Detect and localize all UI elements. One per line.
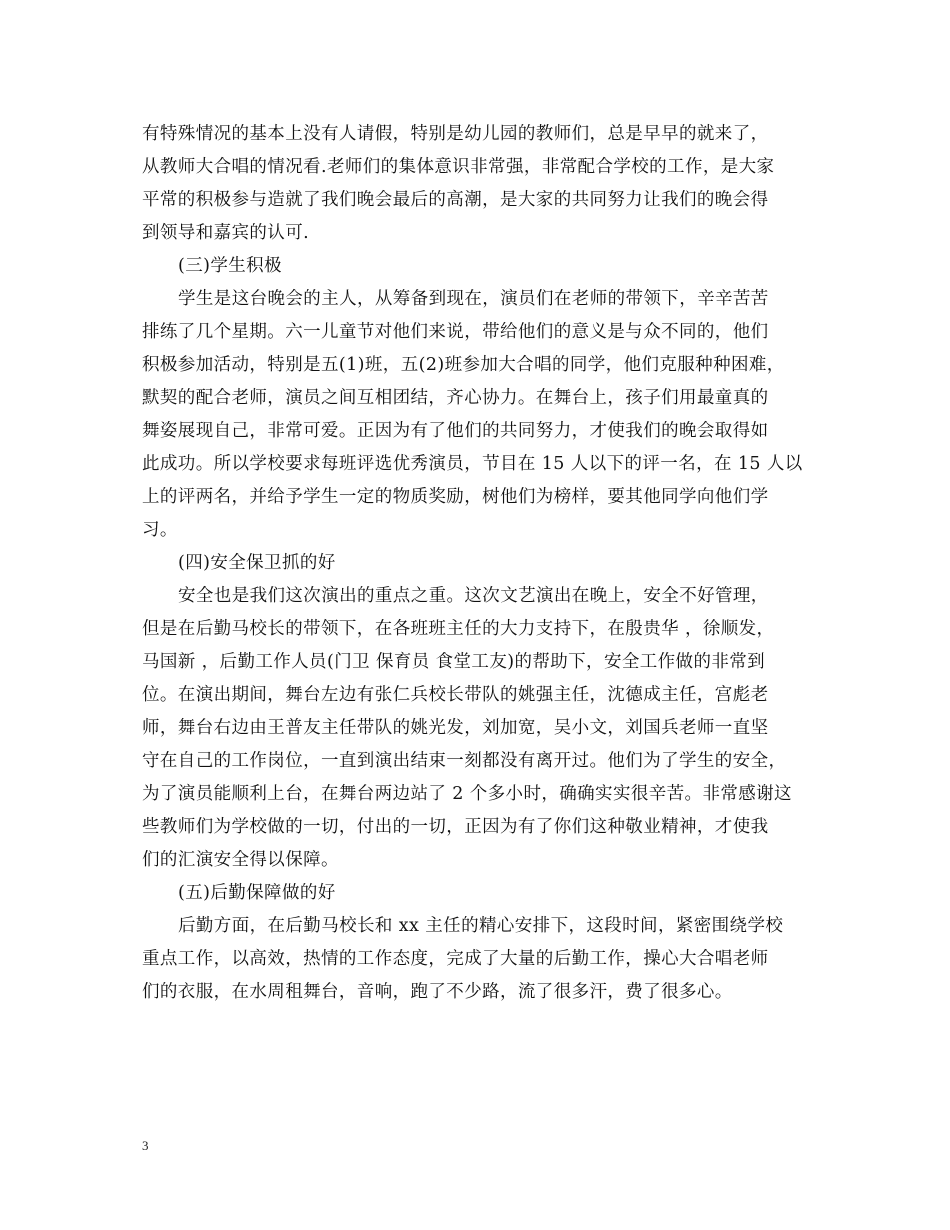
paragraph-line: 到领导和嘉宾的认可. <box>142 223 310 243</box>
paragraph-line: 为了演员能顺利上台，在舞台两边站了 2 个多小时，确确实实很辛苦。非常感谢这 <box>142 784 792 804</box>
paragraph-line: 默契的配合老师，演员之间互相团结，齐心协力。在舞台上，孩子们用最童真的 <box>142 388 769 408</box>
paragraph-line: 重点工作，以高效，热情的工作态度，完成了大量的后勤工作，操心大合唱老师 <box>142 949 769 969</box>
paragraph-line: 平常的积极参与造就了我们晚会最后的高潮，是大家的共同努力让我们的晚会得 <box>142 190 769 210</box>
paragraph-line: 们的汇演安全得以保障。 <box>142 850 339 870</box>
paragraph-line: 积极参加活动，特别是五(1)班，五(2)班参加大合唱的同学，他们克服种种困难， <box>142 355 785 375</box>
paragraph-line: 位。在演出期间，舞台左边有张仁兵校长带队的姚强主任，沈德成主任，宫彪老 <box>142 685 769 705</box>
paragraph-line: 些教师们为学校做的一切，付出的一切，正因为有了你们这种敬业精神，才使我 <box>142 817 769 837</box>
paragraph-line: 舞姿展现自己，非常可爱。正因为有了他们的共同努力，才使我们的晚会取得如 <box>142 421 769 441</box>
paragraph-line: 守在自己的工作岗位，一直到演出结束一刻都没有离开过。他们为了学生的安全， <box>142 751 787 771</box>
paragraph-line-indented: (四)安全保卫抓的好 <box>178 553 336 573</box>
page-number: 3 <box>142 1138 149 1153</box>
document-body <box>142 118 822 1009</box>
paragraph-line: 马国新 ，后勤工作人员(门卫 保育员 食堂工友)的帮助下，安全工作做的非常到 <box>142 652 766 672</box>
paragraph-line: 上的评两名，并给予学生一定的物质奖励，树他们为榜样，要其他同学向他们学 <box>142 487 769 507</box>
paragraph-line: 师，舞台右边由王普友主任带队的姚光发，刘加宽，吴小文，刘国兵老师一直坚 <box>142 718 769 738</box>
paragraph-line-indented: 学生是这台晚会的主人，从筹备到现在，演员们在老师的带领下，辛辛苦苦 <box>178 289 769 309</box>
paragraph-line: 们的衣服，在水周租舞台，音响，跑了不少路，流了很多汗，费了很多心。 <box>142 982 733 1002</box>
paragraph-line: 从教师大合唱的情况看.老师们的集体意识非常强，非常配合学校的工作，是大家 <box>142 157 775 177</box>
paragraph-line-indented: (三)学生积极 <box>178 256 282 276</box>
paragraph-line-indented: (五)后勤保障做的好 <box>178 883 336 903</box>
paragraph-line: 此成功。所以学校要求每班评选优秀演员，节目在 15 人以下的评一名，在 15 人以 <box>142 454 803 474</box>
paragraph-line: 但是在后勤马校长的带领下，在各班班主任的大力支持下，在殷贵华 ，徐顺发， <box>142 619 775 639</box>
paragraph-line-indented: 安全也是我们这次演出的重点之重。这次文艺演出在晚上，安全不好管理， <box>178 586 769 606</box>
paragraph-line-indented: 后勤方面，在后勤马校长和 xx 主任的精心安排下，这段时间，紧密围绕学校 <box>178 916 784 936</box>
paragraph-line: 习。 <box>142 520 178 540</box>
paragraph-line: 排练了几个星期。六一儿童节对他们来说，带给他们的意义是与众不同的，他们 <box>142 322 769 342</box>
paragraph-line: 有特殊情况的基本上没有人请假，特别是幼儿园的教师们，总是早早的就来了， <box>142 124 769 144</box>
